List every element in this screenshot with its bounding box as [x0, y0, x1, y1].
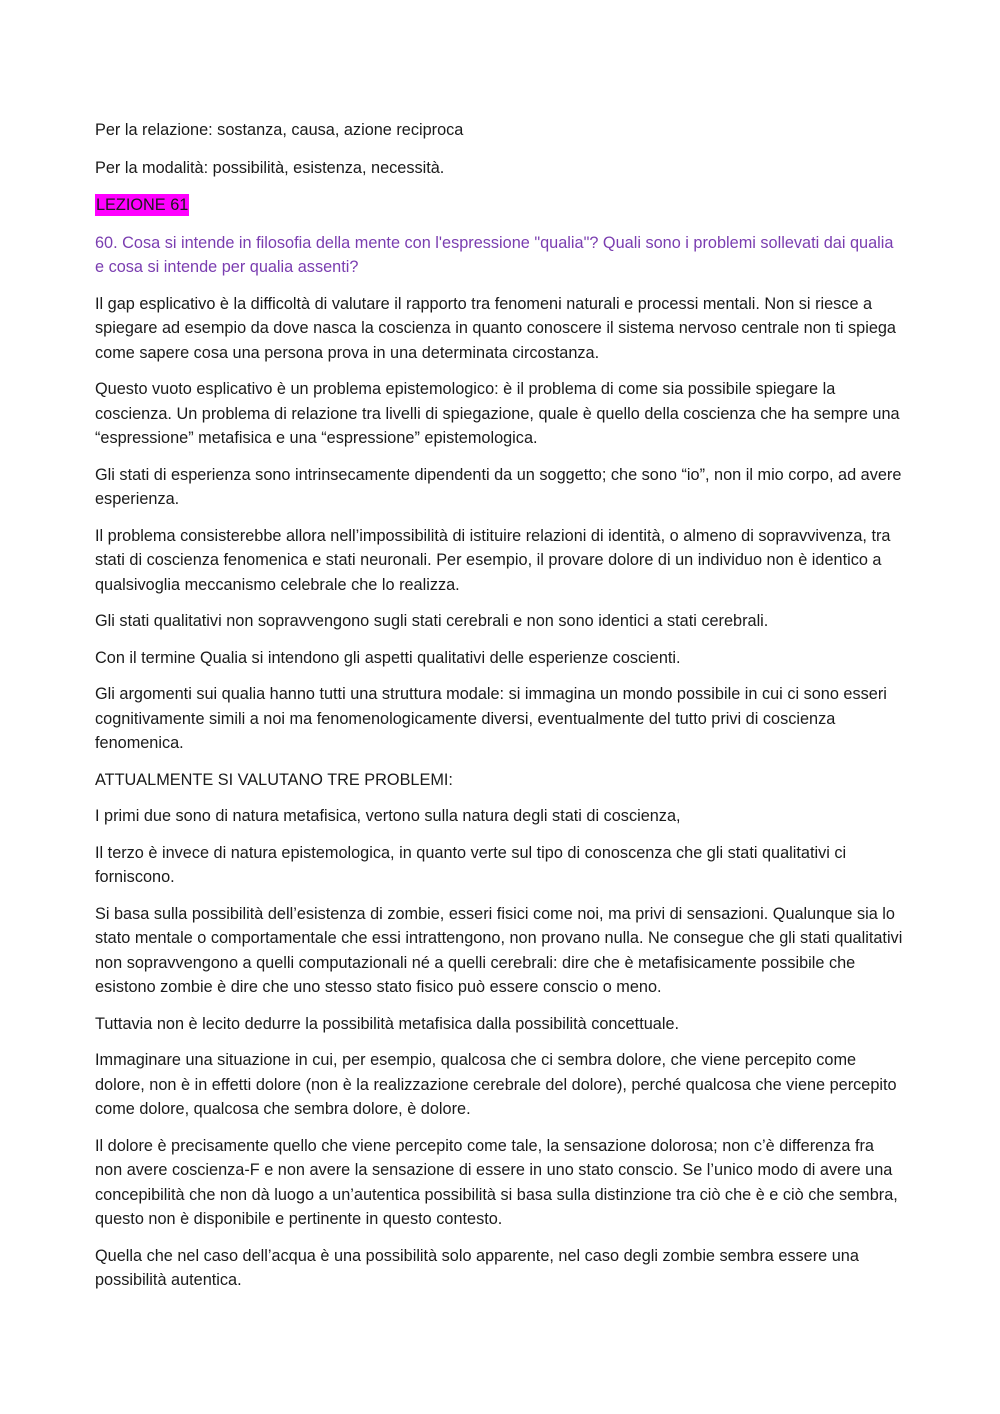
- paragraph-primi-due: I primi due sono di natura metafisica, vertono sulla natura degli stati di coscienza,: [95, 807, 681, 825]
- paragraph-terzo: Il terzo è invece di natura epistemologica, in quanto verte sul tipo di conoscenza che gli stati qualitativi ci forniscono.: [95, 843, 847, 886]
- paragraph-gap-esplicativo: Il gap esplicativo è la difficoltà di valutare il rapporto tra fenomeni naturali e processi mentali. Non si riesce a spiegare ad esempio da dove nasca la coscienza in quanto conoscere il sistema nervoso centrale non ti spiega come sapere cosa una persona prova in una determinata circostanza.: [95, 294, 896, 362]
- lesson-heading: LEZIONE 61: [96, 196, 189, 214]
- lesson-heading-line: [95, 193, 905, 218]
- paragraph-problema-identita: Il problema consisterebbe allora nell’impossibilità di istituire relazioni di identità, o almeno di sopravvivenza, tra stati di coscienza fenomenica e stati neuronali. Per esempio, il provare dolore di un individuo non è identico a qualsivoglia meccanismo celebrale che lo realizza.: [95, 526, 891, 594]
- relation-categories-line: Per la relazione: sostanza, causa, azione reciproca: [95, 121, 464, 139]
- paragraph-immaginare-dolore: Immaginare una situazione in cui, per esempio, qualcosa che ci sembra dolore, che viene percepito come dolore, non è in effetti dolore (non è la realizzazione cerebrale del dolore), perché qualcosa che viene percepito come dolore, qualcosa che sembra dolore, è dolore.: [95, 1051, 897, 1118]
- paragraph-stati-qualitativi: Gli stati qualitativi non sopravvengono sugli stati cerebrali e non sono identici a stati cerebrali.: [95, 612, 769, 630]
- modality-categories-line: Per la modalità: possibilità, esistenza, necessità.: [95, 158, 445, 177]
- paragraph-acqua-zombie: Quella che nel caso dell’acqua è una possibilità solo apparente, nel caso degli zombie sembra essere una possibilità autentica.: [95, 1246, 859, 1289]
- question-heading: 60. Cosa si intende in filosofia della mente con l'espressione "qualia"? Quali sono i problemi sollevati dai qualia e cosa si intende per qualia assenti?: [95, 233, 894, 276]
- paragraph-termine-qualia: Con il termine Qualia si intendono gli aspetti qualitativi delle esperienze coscienti.: [95, 648, 681, 667]
- paragraph-dolore-percepito: Il dolore è precisamente quello che viene percepito come tale, la sensazione dolorosa; non c’è differenza fra non avere coscienza-F e non avere la sensazione di essere in uno stato conscio. Se l’unico modo di avere una concepibilità che non dà luogo a un’autentica possibilità si basa sulla distinzione tra ciò che è e ciò che sembra, questo non è disponibile e pertinente in questo contesto.: [95, 1136, 898, 1228]
- paragraph-tre-problemi: ATTUALMENTE SI VALUTANO TRE PROBLEMI:: [95, 770, 453, 789]
- paragraph-zombie: Si basa sulla possibilità dell’esistenza di zombie, esseri fisici come noi, ma privi di sensazioni. Qualunque sia lo stato mentale o comportamentale che essi intrattengono, non provano nulla. Ne consegue che gli stati qualitativi non sopravvengono a quelli computazionali né a quelli cerebrali: dire che è metafisicamente possibile che esistono zombie è dire che uno stesso stato fisico può essere conscio o meno.: [95, 904, 903, 996]
- paragraph-vuoto-esplicativo: Questo vuoto esplicativo è un problema epistemologico: è il problema di come sia possibile spiegare la coscienza. Un problema di relazione tra livelli di spiegazione, quale è quello della coscienza che ha sempre una “espressione” metafisica e una “espressione” epistemologica.: [95, 380, 900, 447]
- paragraph-stati-esperienza: Gli stati di esperienza sono intrinsecamente dipendenti da un soggetto; che sono “io”, non il mio corpo, ad avere esperienza.: [95, 465, 902, 508]
- paragraph-possibilita-concettuale: Tuttavia non è lecito dedurre la possibilità metafisica dalla possibilità concettuale.: [95, 1014, 680, 1033]
- paragraph-struttura-modale: Gli argomenti sui qualia hanno tutti una struttura modale: si immagina un mondo possibile in cui ci sono esseri cognitivamente simili a noi ma fenomenologicamente diversi, eventualmente del tutto privi di coscienza fenomenica.: [95, 685, 887, 752]
